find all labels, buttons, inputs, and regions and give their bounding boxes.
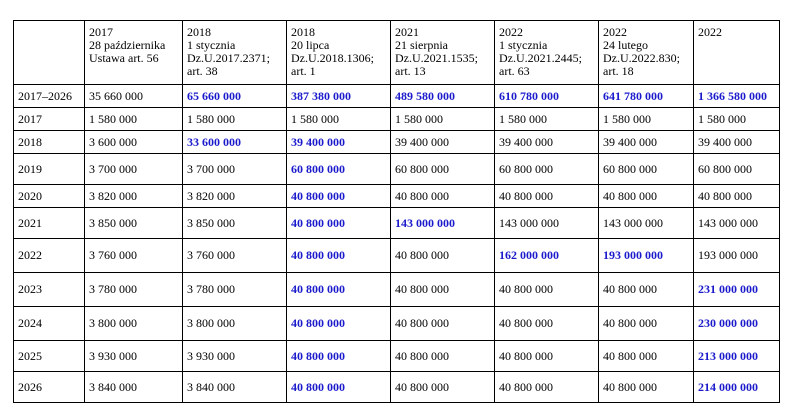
table-row [14,154,780,185]
amount-cell: 40 800 000 [495,273,599,307]
header-line: 2021 [395,25,419,39]
header-line: Dz.U.2021.1535; [395,51,478,65]
header-line: Ustawa art. 56 [89,51,159,65]
highlighted-amount-cell: 162 000 000 [495,239,599,273]
amount-cell: 40 800 000 [391,372,495,403]
header-cell [599,21,694,85]
row-label: 2019 [14,154,85,185]
amount-cell: 3 840 000 [183,372,287,403]
amount-cell: 40 800 000 [391,307,495,341]
amount-cell: 40 800 000 [495,307,599,341]
amount-cell: 39 400 000 [391,131,495,154]
highlighted-amount-cell: 40 800 000 [287,372,391,403]
table-row [14,341,780,372]
row-label: 2017 [14,108,85,131]
row-label: 2022 [14,239,85,273]
header-line: Dz.U.2021.2445; [499,51,582,65]
table-row [14,372,780,403]
highlighted-amount-cell: 230 000 000 [694,307,780,341]
header-line: Dz.U.2017.2371; [187,51,270,65]
amount-cell: 40 800 000 [599,273,694,307]
header-line: art. 38 [187,64,218,78]
highlighted-amount-cell: 40 800 000 [287,341,391,372]
amount-cell: 40 800 000 [391,341,495,372]
header-line: 2022 [603,25,627,39]
highlighted-amount-cell: 40 800 000 [287,307,391,341]
budget-table [13,20,780,403]
amount-cell: 40 800 000 [599,372,694,403]
table-row [14,185,780,208]
header-cell [287,21,391,85]
header-line: art. 63 [499,64,530,78]
amount-cell: 3 760 000 [183,239,287,273]
highlighted-amount-cell: 214 000 000 [694,372,780,403]
amount-cell: 1 580 000 [495,108,599,131]
header-line: 1 stycznia [187,38,236,52]
amount-cell: 40 800 000 [495,341,599,372]
amount-cell: 143 000 000 [694,208,780,239]
header-cell [183,21,287,85]
amount-cell: 60 800 000 [694,154,780,185]
row-label: 2018 [14,131,85,154]
table-row [14,273,780,307]
highlighted-amount-cell: 213 000 000 [694,341,780,372]
row-label: 2020 [14,185,85,208]
header-line: 24 lutego [603,38,648,52]
header-line: 2018 [291,25,315,39]
row-label: 2026 [14,372,85,403]
header-line: 2018 [187,25,211,39]
table-row [14,108,780,131]
amount-cell: 60 800 000 [391,154,495,185]
row-label: 2023 [14,273,85,307]
amount-cell: 1 580 000 [391,108,495,131]
header-line: 21 sierpnia [395,38,448,52]
highlighted-amount-cell: 641 780 000 [599,85,694,108]
amount-cell: 3 820 000 [85,185,183,208]
amount-cell: 1 580 000 [85,108,183,131]
header-cell [495,21,599,85]
table-row [14,239,780,273]
amount-cell: 35 660 000 [85,85,183,108]
table-row [14,307,780,341]
header-line: Dz.U.2022.830; [603,51,680,65]
amount-cell: 193 000 000 [694,239,780,273]
highlighted-amount-cell: 40 800 000 [287,273,391,307]
table-row [14,85,780,108]
header-line: 28 października [89,38,166,52]
highlighted-amount-cell: 40 800 000 [287,208,391,239]
amount-cell: 3 930 000 [183,341,287,372]
amount-cell: 40 800 000 [694,185,780,208]
amount-cell: 1 580 000 [183,108,287,131]
amount-cell: 60 800 000 [599,154,694,185]
amount-cell: 39 400 000 [599,131,694,154]
row-label: 2024 [14,307,85,341]
amount-cell: 3 850 000 [85,208,183,239]
amount-cell: 3 930 000 [85,341,183,372]
table-row [14,208,780,239]
highlighted-amount-cell: 1 366 580 000 [694,85,780,108]
amount-cell: 3 780 000 [85,273,183,307]
amount-cell: 143 000 000 [599,208,694,239]
highlighted-amount-cell: 65 660 000 [183,85,287,108]
amount-cell: 40 800 000 [391,185,495,208]
header-line: 2017 [89,25,113,39]
highlighted-amount-cell: 610 780 000 [495,85,599,108]
header-row [14,21,780,85]
highlighted-amount-cell: 40 800 000 [287,185,391,208]
header-cell [391,21,495,85]
amount-cell: 40 800 000 [495,372,599,403]
amount-cell: 39 400 000 [495,131,599,154]
header-line: Dz.U.2018.1306; [291,51,374,65]
amount-cell: 3 840 000 [85,372,183,403]
header-line: art. 18 [603,64,634,78]
amount-cell: 60 800 000 [495,154,599,185]
row-label: 2025 [14,341,85,372]
amount-cell: 1 580 000 [599,108,694,131]
highlighted-amount-cell: 387 380 000 [287,85,391,108]
amount-cell: 40 800 000 [391,273,495,307]
amount-cell: 143 000 000 [495,208,599,239]
highlighted-amount-cell: 489 580 000 [391,85,495,108]
amount-cell: 1 580 000 [694,108,780,131]
amount-cell: 3 600 000 [85,131,183,154]
highlighted-amount-cell: 231 000 000 [694,273,780,307]
amount-cell: 40 800 000 [599,341,694,372]
amount-cell: 3 820 000 [183,185,287,208]
amount-cell: 3 800 000 [183,307,287,341]
highlighted-amount-cell: 39 400 000 [287,131,391,154]
highlighted-amount-cell: 33 600 000 [183,131,287,154]
highlighted-amount-cell: 40 800 000 [287,239,391,273]
header-line: 20 lipca [291,38,330,52]
header-cell [85,21,183,85]
amount-cell: 40 800 000 [495,185,599,208]
amount-cell: 1 580 000 [287,108,391,131]
header-line: art. 13 [395,64,426,78]
amount-cell: 39 400 000 [694,131,780,154]
amount-cell: 3 760 000 [85,239,183,273]
highlighted-amount-cell: 193 000 000 [599,239,694,273]
table-row [14,131,780,154]
row-label: 2021 [14,208,85,239]
header-line: 2022 [499,25,523,39]
row-label: 2017–2026 [14,85,85,108]
amount-cell: 40 800 000 [391,239,495,273]
header-line: art. 1 [291,64,316,78]
header-cell [694,21,780,85]
highlighted-amount-cell: 143 000 000 [391,208,495,239]
corner-cell [14,21,85,85]
amount-cell: 3 780 000 [183,273,287,307]
header-line: 2022 [698,25,722,39]
amount-cell: 3 800 000 [85,307,183,341]
amount-cell: 3 700 000 [183,154,287,185]
amount-cell: 40 800 000 [599,307,694,341]
amount-cell: 3 700 000 [85,154,183,185]
highlighted-amount-cell: 60 800 000 [287,154,391,185]
header-line: 1 stycznia [499,38,548,52]
amount-cell: 3 850 000 [183,208,287,239]
amount-cell: 40 800 000 [599,185,694,208]
